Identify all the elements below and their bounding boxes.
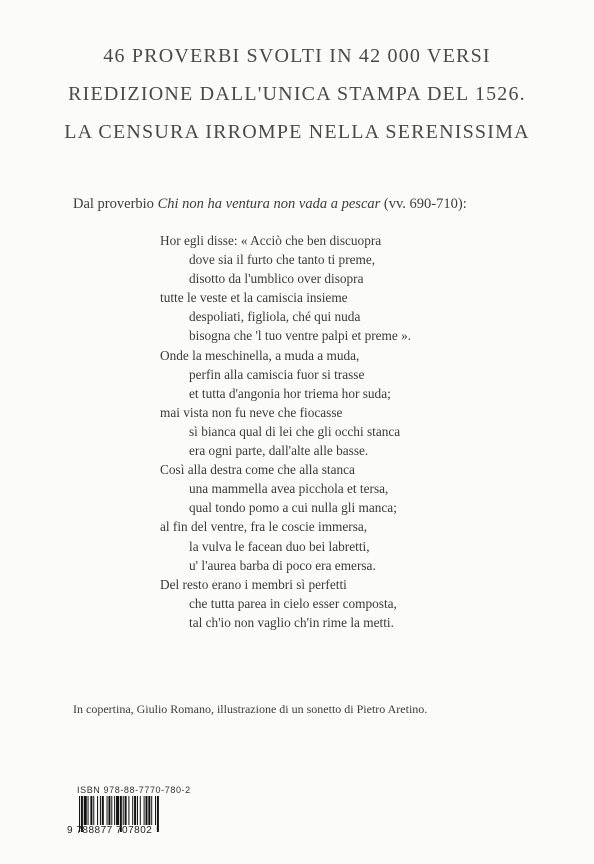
headline-reedition: RIEDIZIONE DALL'UNICA STAMPA DEL 1526.	[68, 83, 526, 105]
poem-verse: despoliati, figliola, ché qui nuda	[189, 309, 361, 325]
poem-verse: Onde la meschinella, a muda a muda,	[160, 347, 360, 363]
barcode-digits: 9 788877 707802	[67, 825, 153, 836]
poem-verse: una mammella avea picchola et tersa,	[189, 481, 389, 497]
poem-verse: Hor egli disse: « Acciò che ben discuopra	[160, 233, 382, 248]
poem-excerpt	[160, 231, 411, 632]
headline-proverbs: 46 PROVERBI SVOLTI IN 42 000 VERSI	[103, 45, 491, 67]
poem-verse: che tutta parea in cielo esser composta,	[189, 595, 397, 611]
poem-verse: dove sia il furto che tanto ti preme,	[189, 252, 376, 268]
poem-verse: era ogni parte, dall'alte alle basse.	[189, 443, 369, 459]
poem-verse: bisogna che 'l tuo ventre palpi et preme ».	[189, 328, 412, 344]
poem-verse: Così alla destra come che alla stanca	[160, 462, 355, 478]
poem-verse: Del resto erano i membri sì perfetti	[160, 576, 347, 592]
poem-verse: sì bianca qual di lei che gli occhi stanca	[189, 423, 401, 439]
isbn-label: ISBN 978-88-7770-780-2	[77, 785, 191, 795]
poem-verse: mai vista non fu neve che fiocasse	[160, 404, 343, 420]
poem-verse: disotto da l'umblico over disopra	[189, 271, 364, 287]
poem-verse: al fin del ventre, fra le coscie immersa,	[160, 519, 368, 535]
poem-verse: u' l'aurea barba di poco era emersa.	[189, 557, 376, 573]
poem-verse: qual tondo pomo a cui nulla gli manca;	[189, 500, 397, 516]
poem-verse: la vulva le facean duo bei labretti,	[189, 538, 370, 554]
intro-prefix: Dal proverbio	[73, 196, 158, 212]
cover-credit: In copertina, Giulio Romano, illustrazione di un sonetto di Pietro Aretino.	[73, 702, 428, 716]
poem-verse: et tutta d'angonia hor triema hor suda;	[189, 385, 391, 401]
verse-range: (vv. 690-710):	[380, 196, 467, 212]
proverb-title: Chi non ha ventura non vada a pescar	[157, 196, 381, 212]
poem-verse: tal ch'io non vaglio ch'in rime la metti.	[189, 614, 394, 630]
poem-verse: tutte le veste et la camiscia insieme	[160, 290, 348, 306]
poem-verse: perfin alla camiscia fuor si trasse	[189, 366, 365, 382]
intro-line	[73, 196, 467, 213]
headline-censorship: LA CENSURA IRROMPE NELLA SERENISSIMA	[64, 121, 530, 143]
